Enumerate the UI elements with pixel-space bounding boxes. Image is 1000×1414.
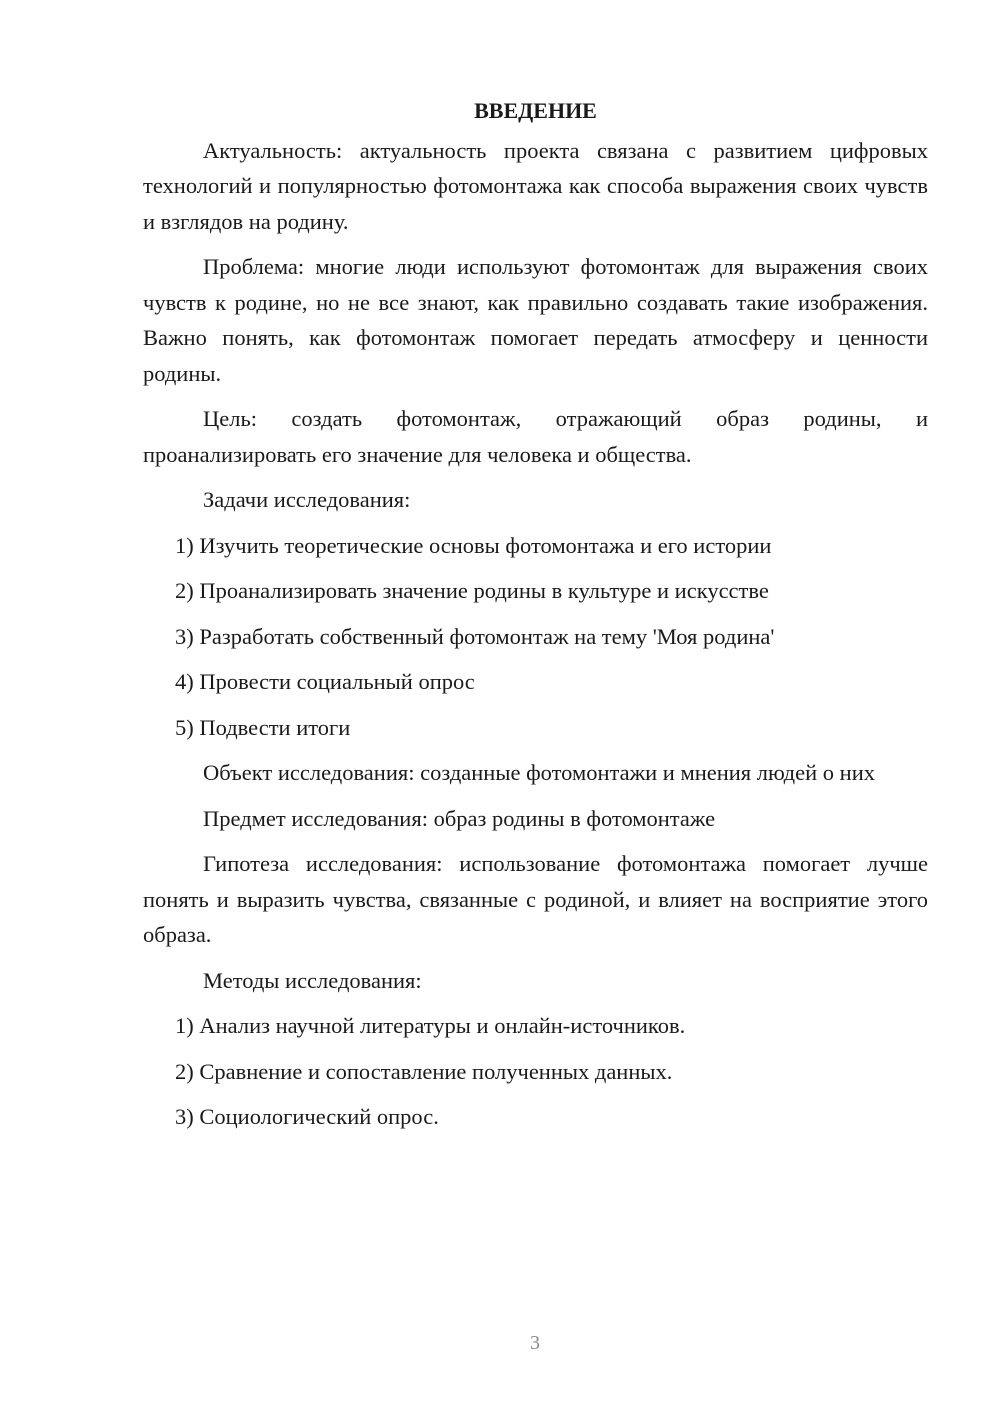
method-item: 1) Анализ научной литературы и онлайн-источников.: [175, 1013, 686, 1038]
document-body: [143, 93, 928, 1145]
task-item: 3) Разработать собственный фотомонтаж на тему 'Моя родина': [175, 623, 775, 649]
object-paragraph: Объект исследования: созданные фотомонтажи и мнения людей о них: [203, 760, 875, 785]
method-item: 2) Сравнение и сопоставление полученных данных.: [175, 1058, 673, 1084]
task-item: 4) Провести социальный опрос: [175, 669, 475, 694]
relevance-paragraph: Актуальность: актуальность проекта связана с развитием цифровых технологий и популярностью фотомонтажа как способа выражения своих чувств и взглядов на родину.: [143, 137, 928, 234]
subject-paragraph: Предмет исследования: образ родины в фотомонтаже: [203, 805, 716, 831]
task-item: 1) Изучить теоретические основы фотомонтажа и его истории: [175, 532, 772, 558]
hypothesis-paragraph: Гипотеза исследования: использование фотомонтажа помогает лучше понять и выразить чувства, связанные с родиной, и влияет на восприятие этого образа.: [143, 851, 928, 947]
method-item: 3) Социологический опрос.: [175, 1104, 439, 1129]
problem-paragraph: Проблема: многие люди используют фотомонтаж для выражения своих чувств к родине, но не все знают, как правильно создавать такие изображения. Важно понять, как фотомонтаж помогает передать атмосферу и ценности родины.: [143, 254, 928, 386]
task-item: 2) Проанализировать значение родины в культуре и искусстве: [175, 578, 769, 603]
task-item: 5) Подвести итоги: [175, 714, 351, 740]
tasks-title: Задачи исследования:: [203, 487, 411, 512]
section-heading: ВВЕДЕНИЕ: [474, 98, 597, 123]
page-number: 3: [530, 1332, 540, 1354]
goal-paragraph: Цель: создать фотомонтаж, отражающий образ родины, и проанализировать его значение для человека и общества.: [143, 406, 928, 467]
methods-title: Методы исследования:: [203, 967, 422, 993]
